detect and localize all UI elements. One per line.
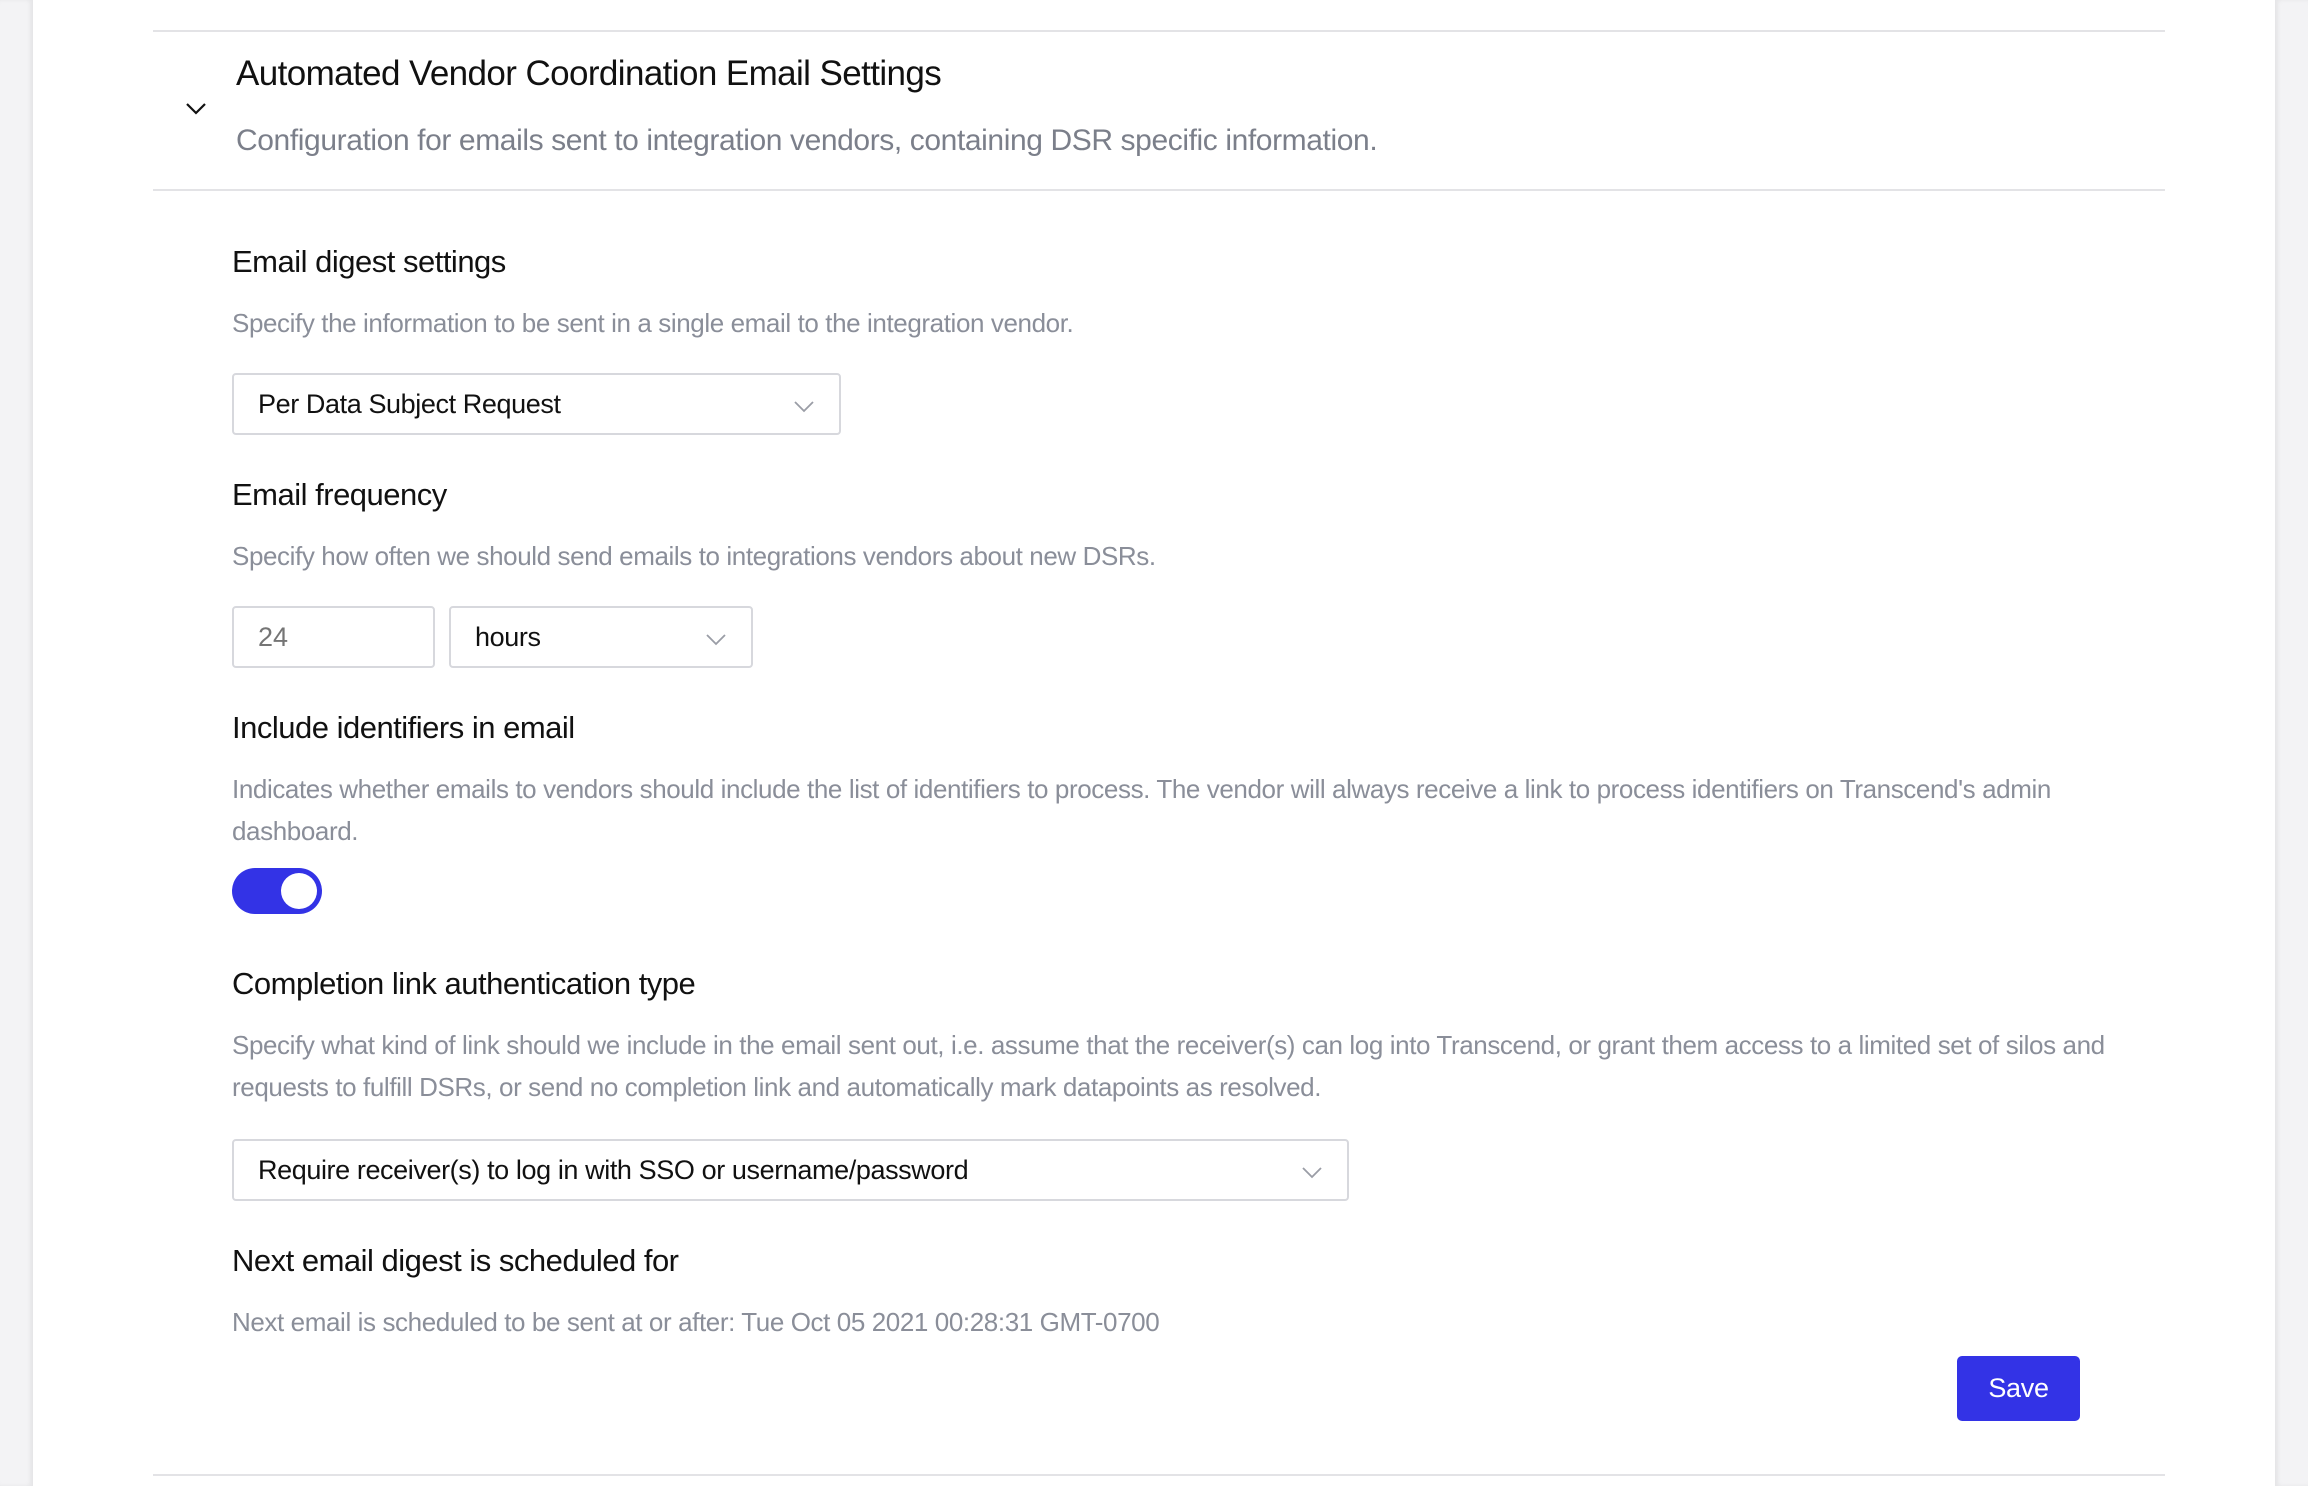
digest-select[interactable] [232,373,841,435]
identifiers-label: Include identifiers in email [232,710,575,745]
completion-select[interactable] [232,1139,1349,1201]
digest-help: Specify the information to be sent in a single email to the integration vendor. [232,308,1074,338]
frequency-unit-select[interactable] [449,606,753,668]
save-button[interactable]: Save [1957,1356,2080,1421]
chevron-down-icon [1301,1161,1323,1183]
collapse-toggle[interactable] [183,96,209,122]
frequency-label: Email frequency [232,477,447,512]
toggle-knob [281,873,317,909]
divider-bottom [153,1474,2165,1476]
frequency-unit-value: hours [475,622,541,652]
chevron-down-icon [705,628,727,650]
digest-label: Email digest settings [232,244,506,279]
schedule-text: Next email is scheduled to be sent at or after: Tue Oct 05 2021 00:28:31 GMT-0700 [232,1307,1160,1337]
frequency-amount-input[interactable] [232,606,435,668]
completion-help: Specify what kind of link should we include in the email sent out, i.e. assume that the receiver(s) can log into Transcend, or grant them access to a limited set of silos and requests to fulfill DSRs, or send no completion link and automatically mark datapoints as resolved. [232,1030,2105,1102]
digest-select-value: Per Data Subject Request [258,389,561,419]
chevron-down-icon [183,96,209,122]
schedule-label: Next email digest is scheduled for [232,1243,679,1278]
identifiers-help: Indicates whether emails to vendors should include the list of identifiers to process. The vendor will always receive a link to process identifiers on Transcend's admin dashboard. [232,774,2051,846]
identifiers-toggle[interactable] [232,868,322,914]
page-background-right [2275,0,2308,1486]
chevron-down-icon [793,395,815,417]
divider-header [153,189,2165,191]
frequency-help: Specify how often we should send emails to integrations vendors about new DSRs. [232,541,1156,571]
section-title: Automated Vendor Coordination Email Settings [236,54,942,93]
divider-top [153,30,2165,32]
completion-select-value: Require receiver(s) to log in with SSO or username/password [258,1155,969,1185]
completion-label: Completion link authentication type [232,966,696,1001]
page-background-left [0,0,33,1486]
settings-card [33,0,2275,1486]
section-description: Configuration for emails sent to integration vendors, containing DSR specific information. [236,124,1378,157]
